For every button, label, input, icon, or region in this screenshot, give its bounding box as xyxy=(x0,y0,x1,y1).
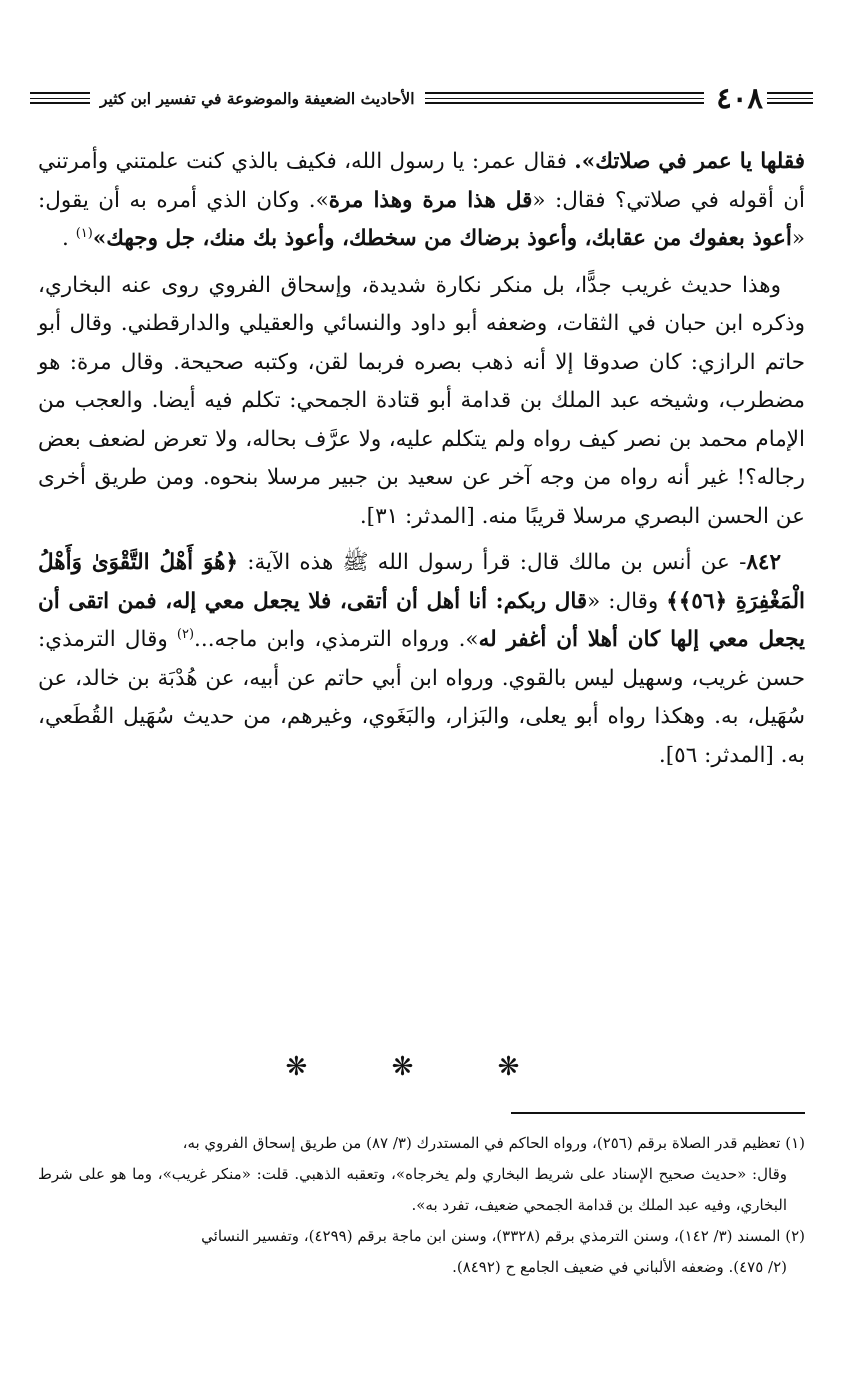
running-header xyxy=(30,80,813,116)
header-rule-right xyxy=(767,92,813,104)
section-separator: ❋ ❋ ❋ xyxy=(285,1052,558,1082)
header-rule-middle xyxy=(425,92,705,104)
bold-span: قال ربكم: أنا أهل أن أتقى، فلا يجعل معي إله، فمن اتقى أن يجعل معي إلها كان أهلا أن أغفر له xyxy=(38,588,806,652)
footnote-ref-2: (٢) xyxy=(176,626,195,642)
footnote-2-line-2: (٢/ ٤٧٥). وضعفه الألباني في ضعيف الجامع ح (٨٤٩٢). xyxy=(452,1258,787,1276)
bold-span: قل هذا مرة وهذا مرة xyxy=(328,187,533,213)
text-span: . xyxy=(62,226,76,251)
running-title: الأحاديث الضعيفة والموضوعة في تفسير ابن كثير xyxy=(100,88,415,108)
footnote-1-line-1: (١) تعظيم قدر الصلاة برقم (٢٥٦)، ورواه الحاكم في المستدرك (٣/ ٨٧) من طريق إسحاق الفروي به، xyxy=(182,1134,805,1152)
footnotes xyxy=(38,1128,805,1283)
bold-span: فقلها يا عمر في صلاتك». xyxy=(574,149,805,174)
paragraph-1 xyxy=(38,143,805,259)
text-span: » xyxy=(92,226,107,251)
footnote-1-line-2: وقال: «حديث صحيح الإسناد على شريط البخاري ولم يخرجاه»، وتعقبه الذهبي. قلت: «منكر غريب»، وما هو على شرط البخاري، وفيه عبد الملك بن قدامة الجمحي ضعيف، تفرد به». xyxy=(38,1165,787,1214)
bold-span: أعوذ بعفوك من عقابك، وأعوذ برضاك من سخطك، وأعوذ بك منك، جل وجهك xyxy=(106,226,792,251)
text-span: - عن أنس بن مالك قال: قرأ رسول الله ﷺ هذه الآية: xyxy=(238,550,747,575)
paragraph-2: وهذا حديث غريب جدًّا، بل منكر نكارة شديدة، وإسحاق الفروي روى عنه البخاري، وذكره ابن حبان في الثقات، وضعفه أبو داود والنسائي والعقيلي والدارقطني. وقال أبو حاتم الرازي: كان صدوقا إلا أنه ذهب بصره فربما لقن، وكتبه صحيحة. وقال مرة: هو مضطرب، وشيخه عبد الملك بن قدامة أبو قتادة الجمحي: تكلم فيه أيضا. والعجب من الإمام محمد بن نصر كيف رواه ولم يتكلم عليه، ولا عرَّف بحاله، ولا تعرض لضعف بعض رجاله؟! غير أنه رواه من وجه آخر عن سعيد بن جبير مرسلا بنحوه. ومن طريق أخرى عن الحسن البصري مرسلا قريبًا منه. [المدثر: ٣١]. xyxy=(38,272,805,529)
footnote-divider xyxy=(511,1112,805,1114)
text-span: فقال عمر: يا رسول الله، فكيف بالذي كنت علمتني وأمرتني أن xyxy=(38,149,805,213)
page-number: ٤٠٨ xyxy=(716,81,763,115)
text-span: فقال: « xyxy=(532,187,615,213)
text-span: ». وكان الذي أمره به أن يقول: « xyxy=(38,187,805,251)
text-span: ». ورواه الترمذي، وابن ماجه... xyxy=(194,627,479,652)
text-span: وقال الترمذي: حسن غريب، وسهيل ليس بالقوي. ورواه ابن أبي حاتم عن أبيه، عن هُدْبَة بن خالد، عن سُهَيل، به. وهكذا رواه أبو يعلى، والبَزار، والبَغَوي، وغيرهم، من حديث سُهَيل القُطَعي، به. [المدثر: ٥٦]. xyxy=(38,627,805,768)
header-rule-left xyxy=(30,92,90,104)
main-text xyxy=(38,143,805,783)
text-span: أقوله في صلاتي؟ xyxy=(614,187,774,213)
footnote-2-line-1: (٢) المسند (٣/ ١٤٢)، وسنن الترمذي برقم (٣٣٢٨)، وسنن ابن ماجة برقم (٤٢٩٩)، وتفسير النسائي xyxy=(201,1227,805,1245)
hadith-number: ٨٤٢ xyxy=(746,550,781,575)
text-span: وقال: « xyxy=(587,588,667,614)
quran-verse: ﴿هُوَ أَهْلُ التَّقْوَىٰ وَأَهْلُ الْمَغْفِرَةِ ﴿٥٦﴾﴾ xyxy=(38,550,805,614)
hadith-842 xyxy=(38,544,805,775)
footnote-ref-1: (١) xyxy=(75,225,93,241)
